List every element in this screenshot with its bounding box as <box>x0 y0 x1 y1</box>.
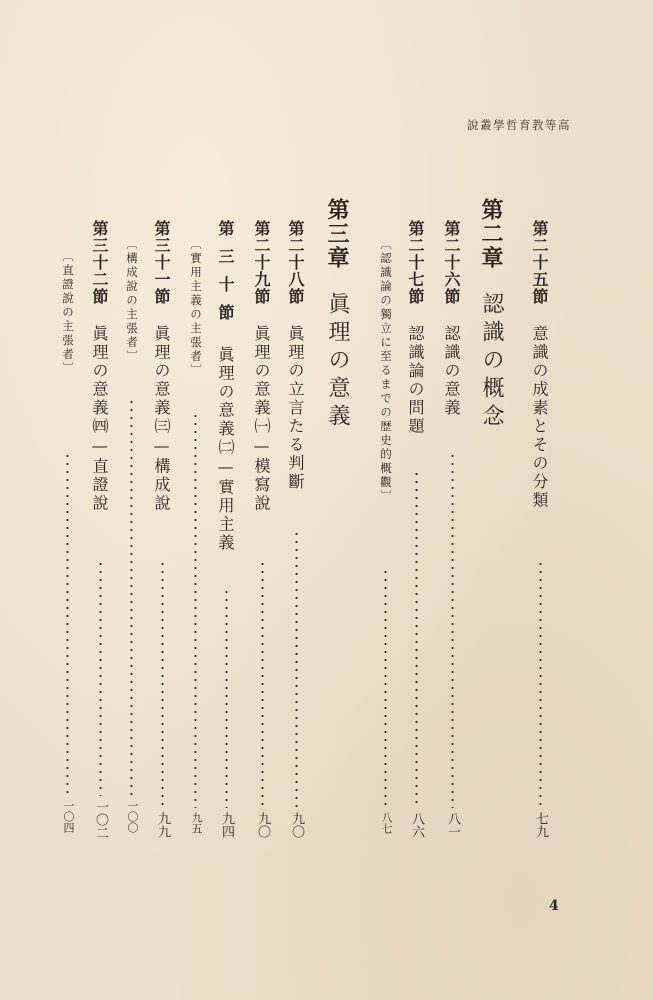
toc-entry-s31 <box>150 220 173 513</box>
page-ref: 一〇四 <box>62 800 75 833</box>
section-title: 認識の意義 <box>442 325 461 418</box>
toc-entry-s27 <box>404 220 427 436</box>
section-number: 第二十八節 <box>286 220 305 305</box>
dot-leader <box>225 588 228 808</box>
dot-leader <box>194 412 197 808</box>
toc-entry-s26 <box>440 220 463 418</box>
section-title: 眞理の意義㈠—模寫說 <box>252 325 271 513</box>
section-number: 第三十節 <box>216 220 235 332</box>
section-number: 第三十一節 <box>152 220 171 305</box>
section-number: 第二十六節 <box>442 220 461 305</box>
page-ref: 九〇 <box>255 812 270 838</box>
toc-entry-s28 <box>284 220 307 492</box>
toc-note-32: 〔直證說の主張者〕 <box>61 250 75 376</box>
toc-entry-s25 <box>528 220 551 510</box>
toc-entry-s32 <box>88 220 111 513</box>
page-ref: 一〇〇 <box>126 800 139 833</box>
page-ref: 八一 <box>445 812 460 838</box>
chapter-heading-3 <box>322 198 353 432</box>
dot-leader <box>161 560 164 808</box>
dot-leader <box>99 560 102 796</box>
toc-note-27: 〔認識論の獨立に至るまでの歴史的概觀〕 <box>379 238 393 504</box>
section-title: 眞理の意義㈣—直證說 <box>90 325 109 513</box>
page-ref: 八六 <box>409 812 424 838</box>
dot-leader <box>295 530 298 808</box>
dot-leader <box>261 560 264 808</box>
page-ref: 九〇 <box>289 812 304 838</box>
page-ref: 八七 <box>380 812 393 834</box>
section-title: 意識の成素とその分類 <box>530 325 549 510</box>
section-number: 第三十二節 <box>90 220 109 305</box>
dot-leader <box>451 452 454 808</box>
chapter-title: 認識の概念 <box>479 292 504 432</box>
dot-leader <box>539 560 542 808</box>
page-ref: 九五 <box>190 812 203 834</box>
toc-entry-s30 <box>214 220 237 553</box>
page-ref: 九四 <box>219 812 234 838</box>
toc-note-31: 〔構成說の主張者〕 <box>125 238 139 364</box>
section-title: 眞理の意義㈡—實用主義 <box>216 346 235 553</box>
section-number: 第二十五節 <box>530 220 549 305</box>
chapter-heading-2 <box>476 198 507 432</box>
toc-entry-s29 <box>250 220 273 513</box>
section-title: 眞理の意義㈢—構成說 <box>152 325 171 513</box>
dot-leader <box>415 470 418 808</box>
dot-leader <box>130 398 133 796</box>
chapter-number: 第三章 <box>324 198 350 270</box>
chapter-number: 第二章 <box>478 198 504 270</box>
page-number: 4 <box>549 898 559 914</box>
page-ref: 九九 <box>155 812 170 838</box>
page-ref: 一〇二 <box>93 800 108 839</box>
section-title: 眞理の立言たる判斷 <box>286 325 305 492</box>
toc-note-30: 〔實用主義の主張者〕 <box>189 238 203 378</box>
section-number: 第二十九節 <box>252 220 271 305</box>
chapter-title: 眞理の意義 <box>325 292 350 432</box>
running-header: 高等教育哲學叢說 <box>467 118 571 132</box>
page-ref: 七九 <box>533 812 548 838</box>
section-title: 認識論の問題 <box>406 325 425 436</box>
dot-leader <box>384 568 387 808</box>
dot-leader <box>66 452 69 796</box>
section-number: 第二十七節 <box>406 220 425 305</box>
